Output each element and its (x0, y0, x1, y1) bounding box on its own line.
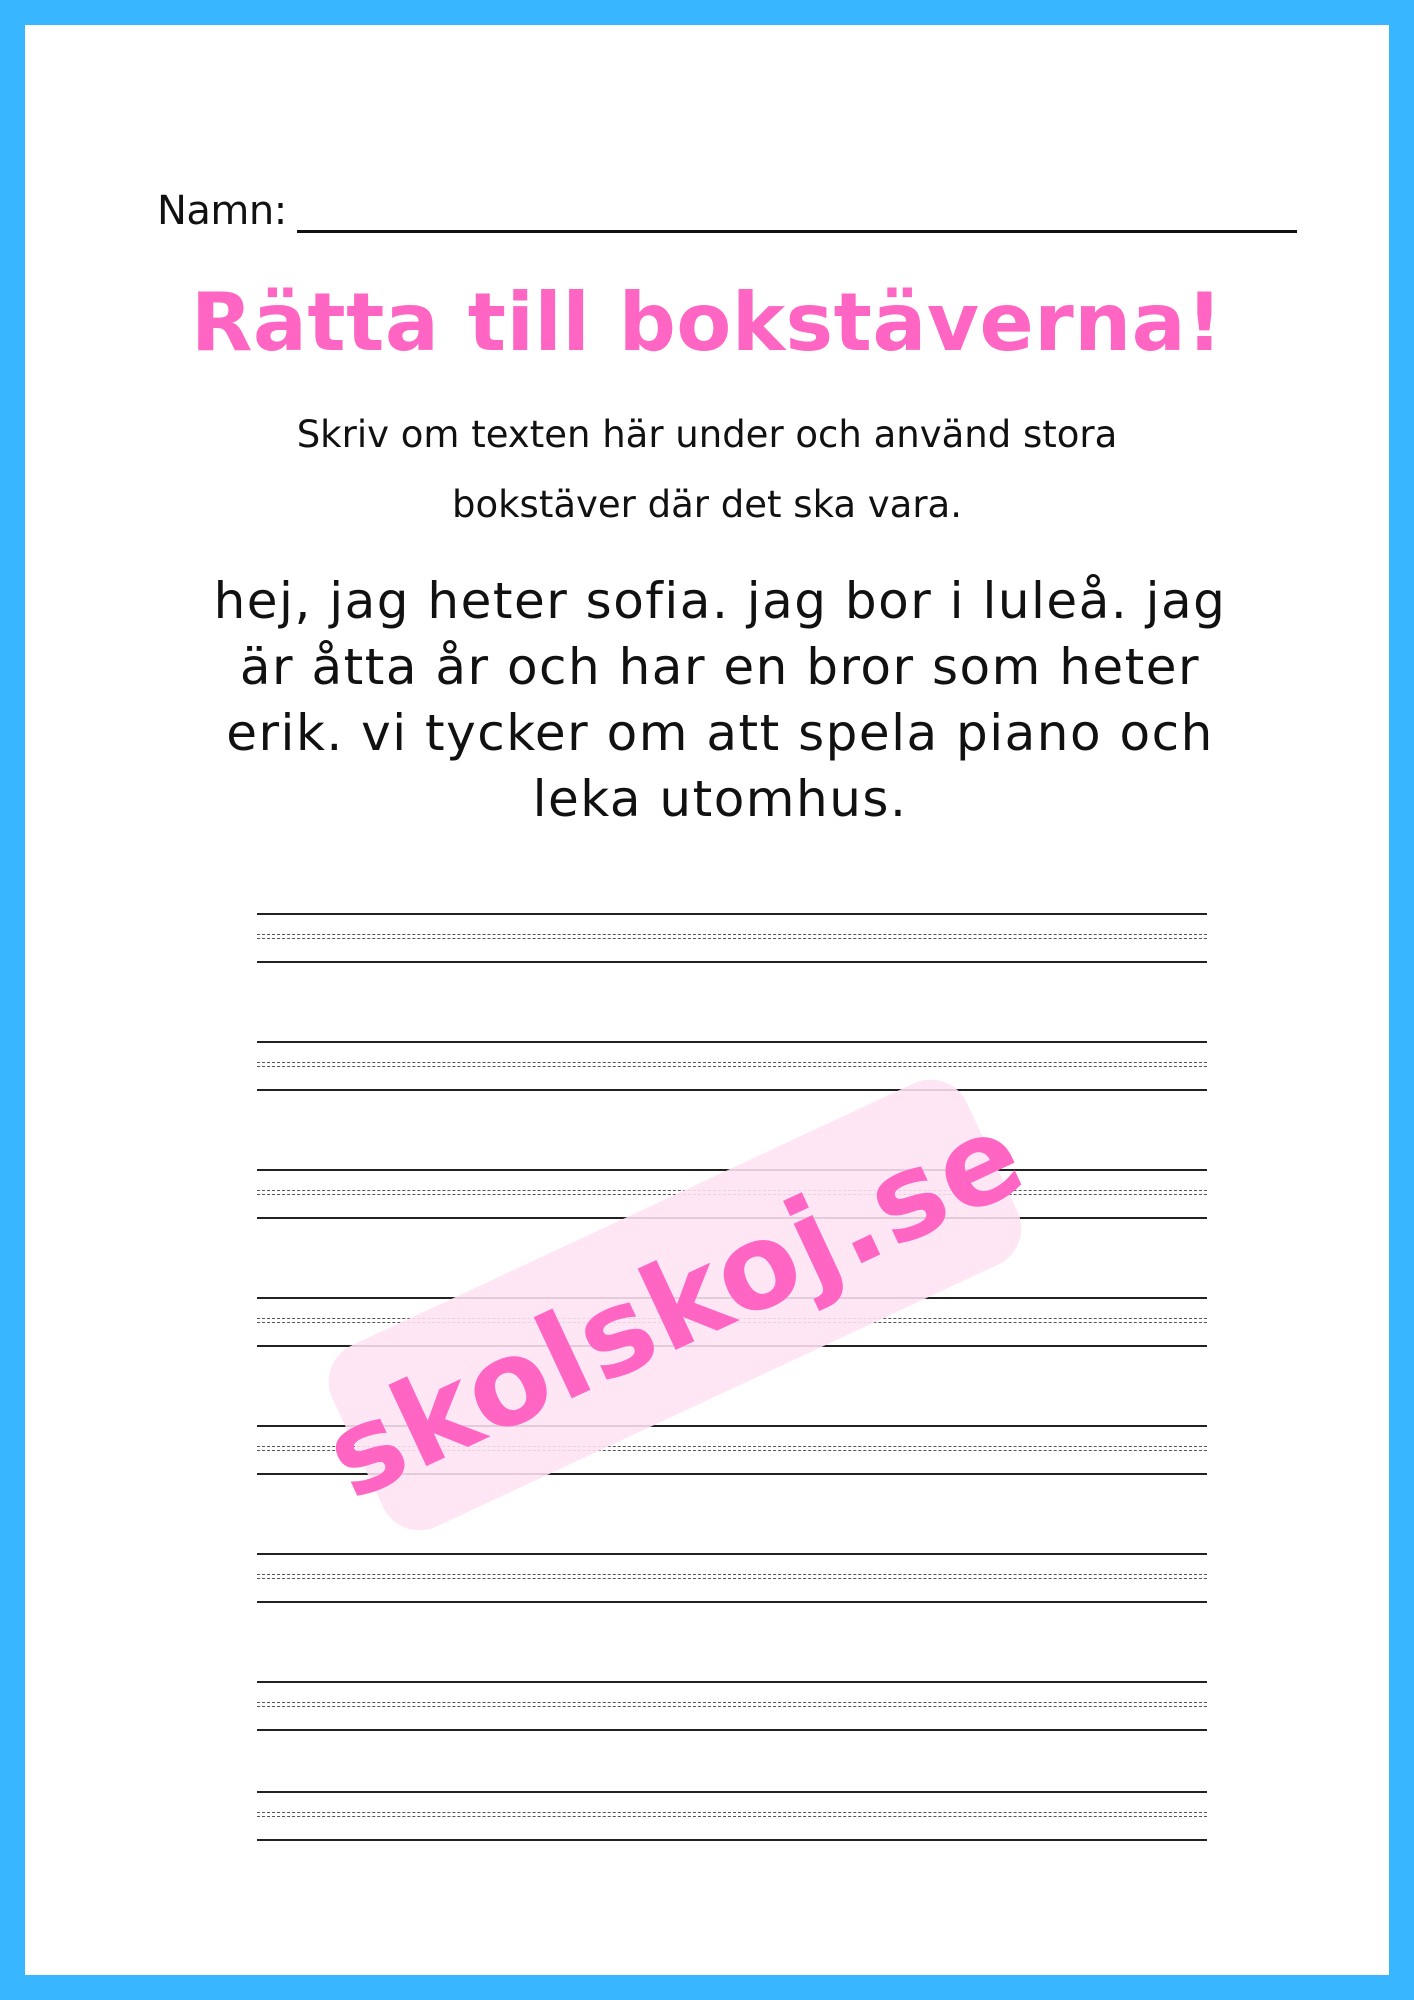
writing-line-dashed (257, 1812, 1207, 1813)
writing-row[interactable] (257, 905, 1207, 965)
writing-row[interactable] (257, 1545, 1207, 1605)
passage-line: erik. vi tycker om att spela piano och (226, 704, 1214, 762)
writing-row[interactable] (257, 1783, 1207, 1843)
name-label: Namn: (157, 188, 287, 234)
writing-line-dashed (257, 1816, 1207, 1817)
passage-line: är åtta år och har en bror som heter (239, 638, 1201, 696)
writing-line-solid (257, 1839, 1207, 1841)
writing-line-dashed (257, 1574, 1207, 1575)
worksheet-title: Rätta till bokstäverna! (190, 276, 1224, 369)
writing-line-solid (257, 1041, 1207, 1043)
instructions-line: Skriv om texten här under och använd stora (296, 413, 1118, 456)
writing-line-solid (257, 1791, 1207, 1793)
writing-line-dashed (257, 1578, 1207, 1579)
writing-line-solid (257, 913, 1207, 915)
watermark: skolskoj.se (316, 1066, 1035, 1543)
writing-row[interactable] (257, 1673, 1207, 1733)
writing-line-dashed (257, 934, 1207, 935)
passage-line: leka utomhus. (532, 770, 908, 828)
name-row (157, 177, 1297, 237)
writing-line-solid (257, 1553, 1207, 1555)
writing-line-dashed (257, 1702, 1207, 1703)
writing-row[interactable] (257, 1033, 1207, 1093)
name-write-line[interactable] (297, 230, 1297, 233)
writing-line-solid (257, 1681, 1207, 1683)
writing-line-dashed (257, 938, 1207, 939)
instructions (25, 400, 1389, 540)
writing-line-solid (257, 1729, 1207, 1731)
writing-line-solid (257, 1089, 1207, 1091)
writing-line-solid (257, 961, 1207, 963)
instructions-line: bokstäver där det ska vara. (452, 483, 962, 526)
writing-line-dashed (257, 1706, 1207, 1707)
writing-line-dashed (257, 1066, 1207, 1067)
writing-line-solid (257, 1601, 1207, 1603)
writing-line-dashed (257, 1062, 1207, 1063)
passage-text (185, 568, 1255, 832)
passage-line: hej, jag heter sofia. jag bor i luleå. jag (213, 572, 1227, 630)
